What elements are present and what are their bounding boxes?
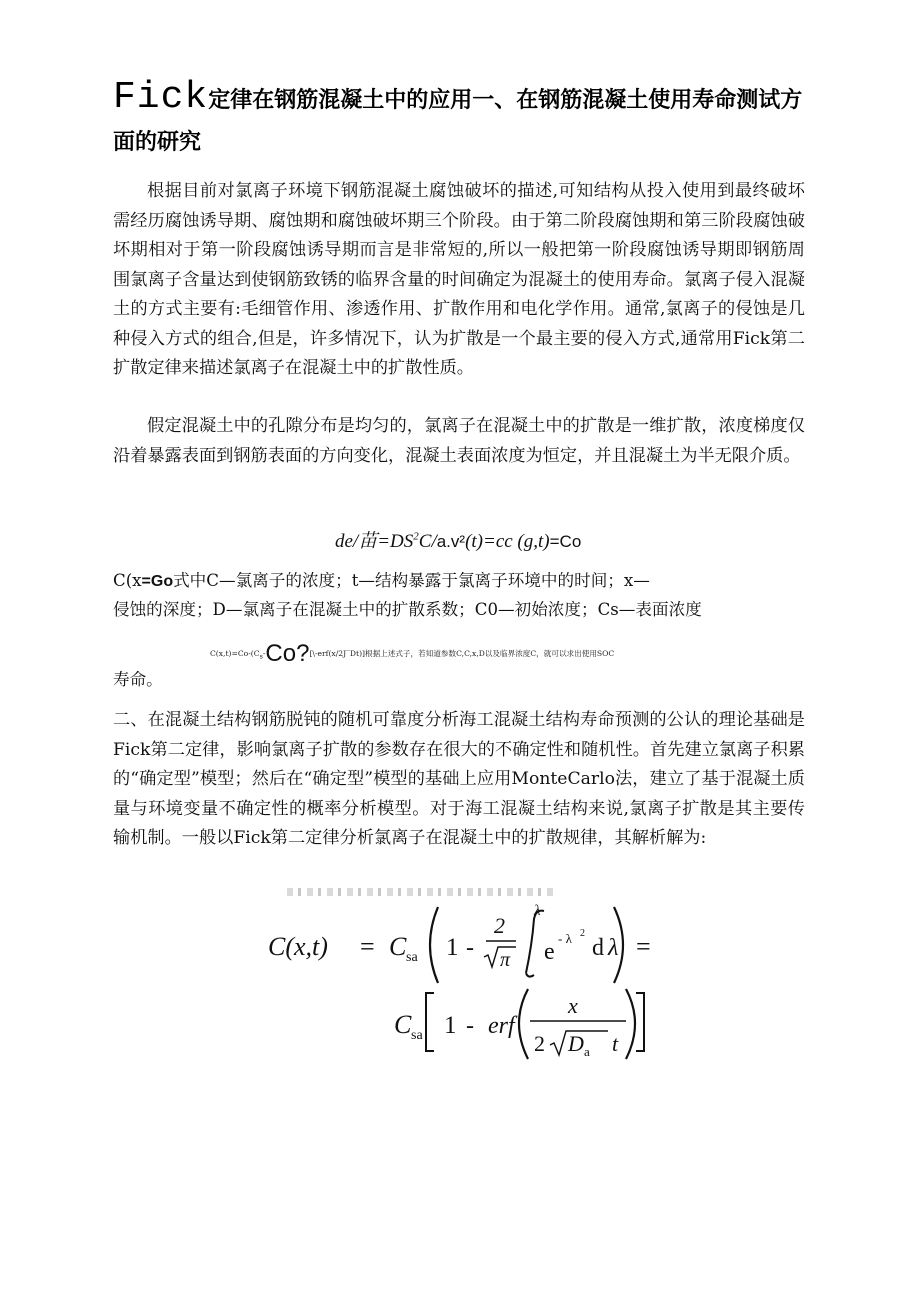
eq-exponent-sup: 2 — [580, 928, 585, 939]
paragraph-1: 根据目前对氯离子环境下钢筋混凝土腐蚀破坏的描述,可知结构从投入使用到最终破坏需经历腐蚀诱导期、腐蚀期和腐蚀破坏期三个阶段。由于第二阶段腐蚀期和第三阶段腐蚀破坏期相对于第一阶段腐蚀诱导期而言是非常短的,所以一般把第一阶段腐蚀诱导期即钢筋周围氯离子含量达到使钢筋致锈的临界含量的时间确定为混凝土的使用寿命。氯离子侵入混凝土的方式主要有:毛细管作用、渗透作用、扩散作用和电化学作用。通常,氯离子的侵蚀是几种侵入方式的组合,但是，许多情况下，认为扩散是一个最主要的侵入方式,通常用Fick第二扩散定律来描述氯离子在混凝土中的扩散性质。 — [113, 181, 805, 378]
eq-one-2: 1 — [444, 1012, 457, 1039]
eq-erf: erf — [488, 1013, 515, 1039]
paragraph-2: 假定混凝土中的孔隙分布是均匀的，氯离子在混凝土中的扩散是一维扩散，浓度梯度仅沿着暴露表面到钢筋表面的方向变化，混凝土表面浓度为恒定，并且混凝土为半无限介质。 — [113, 416, 805, 466]
variables-line-2: 侵蚀的深度；D—氯离子在混凝土中的扩散系数；C0—初始浓度；Cs—表面浓度 — [113, 600, 702, 619]
small-formula — [210, 635, 615, 667]
eq-cs-2: C — [394, 1010, 412, 1039]
eq-cs-1: C — [389, 932, 407, 961]
eq-x: x — [568, 993, 578, 1018]
eq-equals-2: = — [636, 932, 651, 961]
eq-e: e — [544, 939, 555, 965]
eq-equals-1: = — [360, 932, 375, 961]
variables-line-1-prefix: C(x — [113, 571, 142, 590]
formula-1-sup: 2 — [413, 530, 419, 543]
eq-lhs: C(x,t) — [268, 932, 328, 961]
lifetime-word: 寿命。 — [113, 670, 163, 689]
section-2-paragraph: 二、在混凝土结构钢筋脱钝的随机可靠度分析海工混凝土结构寿命预测的公认的理论基础是Fick第二定律，影响氯离子扩散的参数存在很大的不确定性和随机性。首先建立氯离子积累的“确定型”模型；然后在“确定型”模型的基础上应用MonteCarlo法，建立了基于混凝土质量与环境变量不确定性的概率分析模型。对于海工混凝土结构来说,氯离子扩散是其主要传输机制。一般以Fick第二定律分析氯离子在混凝土中的扩散规律，其解析解为: — [113, 710, 805, 848]
eq-pi: π — [500, 949, 511, 971]
eq-lambda: λ — [608, 935, 619, 961]
variables-line-1-rest: 式中C—氯离子的浓度；t—结构暴露于氯离子环境中的时间；x— — [173, 571, 650, 590]
eq-right-paren-2 — [626, 989, 635, 1059]
formula-1-part5: (t)=cc (g,t) — [465, 531, 550, 552]
eq-left-bracket — [426, 993, 434, 1051]
title-rest: 定律在钢筋混凝土中的应用一、在钢筋混凝土使用寿命测试方面的研究 — [113, 88, 803, 155]
formula-1-part4: a.v² — [436, 532, 466, 551]
eq-lambda-upper: λ — [534, 903, 541, 919]
page-title — [113, 78, 823, 165]
analytic-solution-equation — [262, 895, 682, 1070]
eq-left-paren-1 — [430, 907, 438, 983]
eq-da-sub: a — [584, 1044, 590, 1059]
eq-left-paren-2 — [519, 989, 528, 1059]
eq-cs-sub-2: sa — [411, 1028, 423, 1043]
eq-da: D — [568, 1031, 584, 1056]
small-formula-suffix: [\-erf(x/2J‾Dt)]根据上述式子，若知道参数C,C,x,D以及临界浓度C，就可以求出使用SOC — [309, 649, 615, 658]
variables-line-1 — [113, 566, 813, 596]
eq-minus-2: - — [466, 1013, 474, 1039]
small-formula-big: Co? — [265, 640, 310, 667]
eq-d: d — [592, 935, 604, 961]
small-formula-dash: - — [262, 649, 266, 658]
eq-exponent: - λ — [558, 931, 572, 946]
eq-right-bracket — [636, 993, 644, 1051]
eq-cs-sub-1: sa — [406, 950, 418, 965]
title-fick: Fick — [113, 76, 209, 119]
integral-icon — [526, 911, 544, 977]
formula-1 — [335, 526, 581, 553]
small-formula-sub: s — [259, 653, 263, 661]
variables-line-1-bold: =Go — [141, 573, 174, 590]
eq-minus-1: - — [466, 935, 474, 961]
formula-1-part6: =Co — [549, 532, 582, 551]
small-formula-prefix: C(x,t)=Co-(C — [210, 649, 260, 658]
eq-t: t — [612, 1031, 619, 1056]
eq-two-2: 2 — [534, 1031, 545, 1056]
formula-1-part3: C/ — [418, 531, 437, 552]
eq-one-1: 1 — [446, 934, 459, 961]
formula-1-part1: de/ — [335, 531, 359, 552]
eq-two-1: 2 — [494, 913, 505, 938]
formula-1-part2: 苗=DS — [358, 531, 414, 552]
